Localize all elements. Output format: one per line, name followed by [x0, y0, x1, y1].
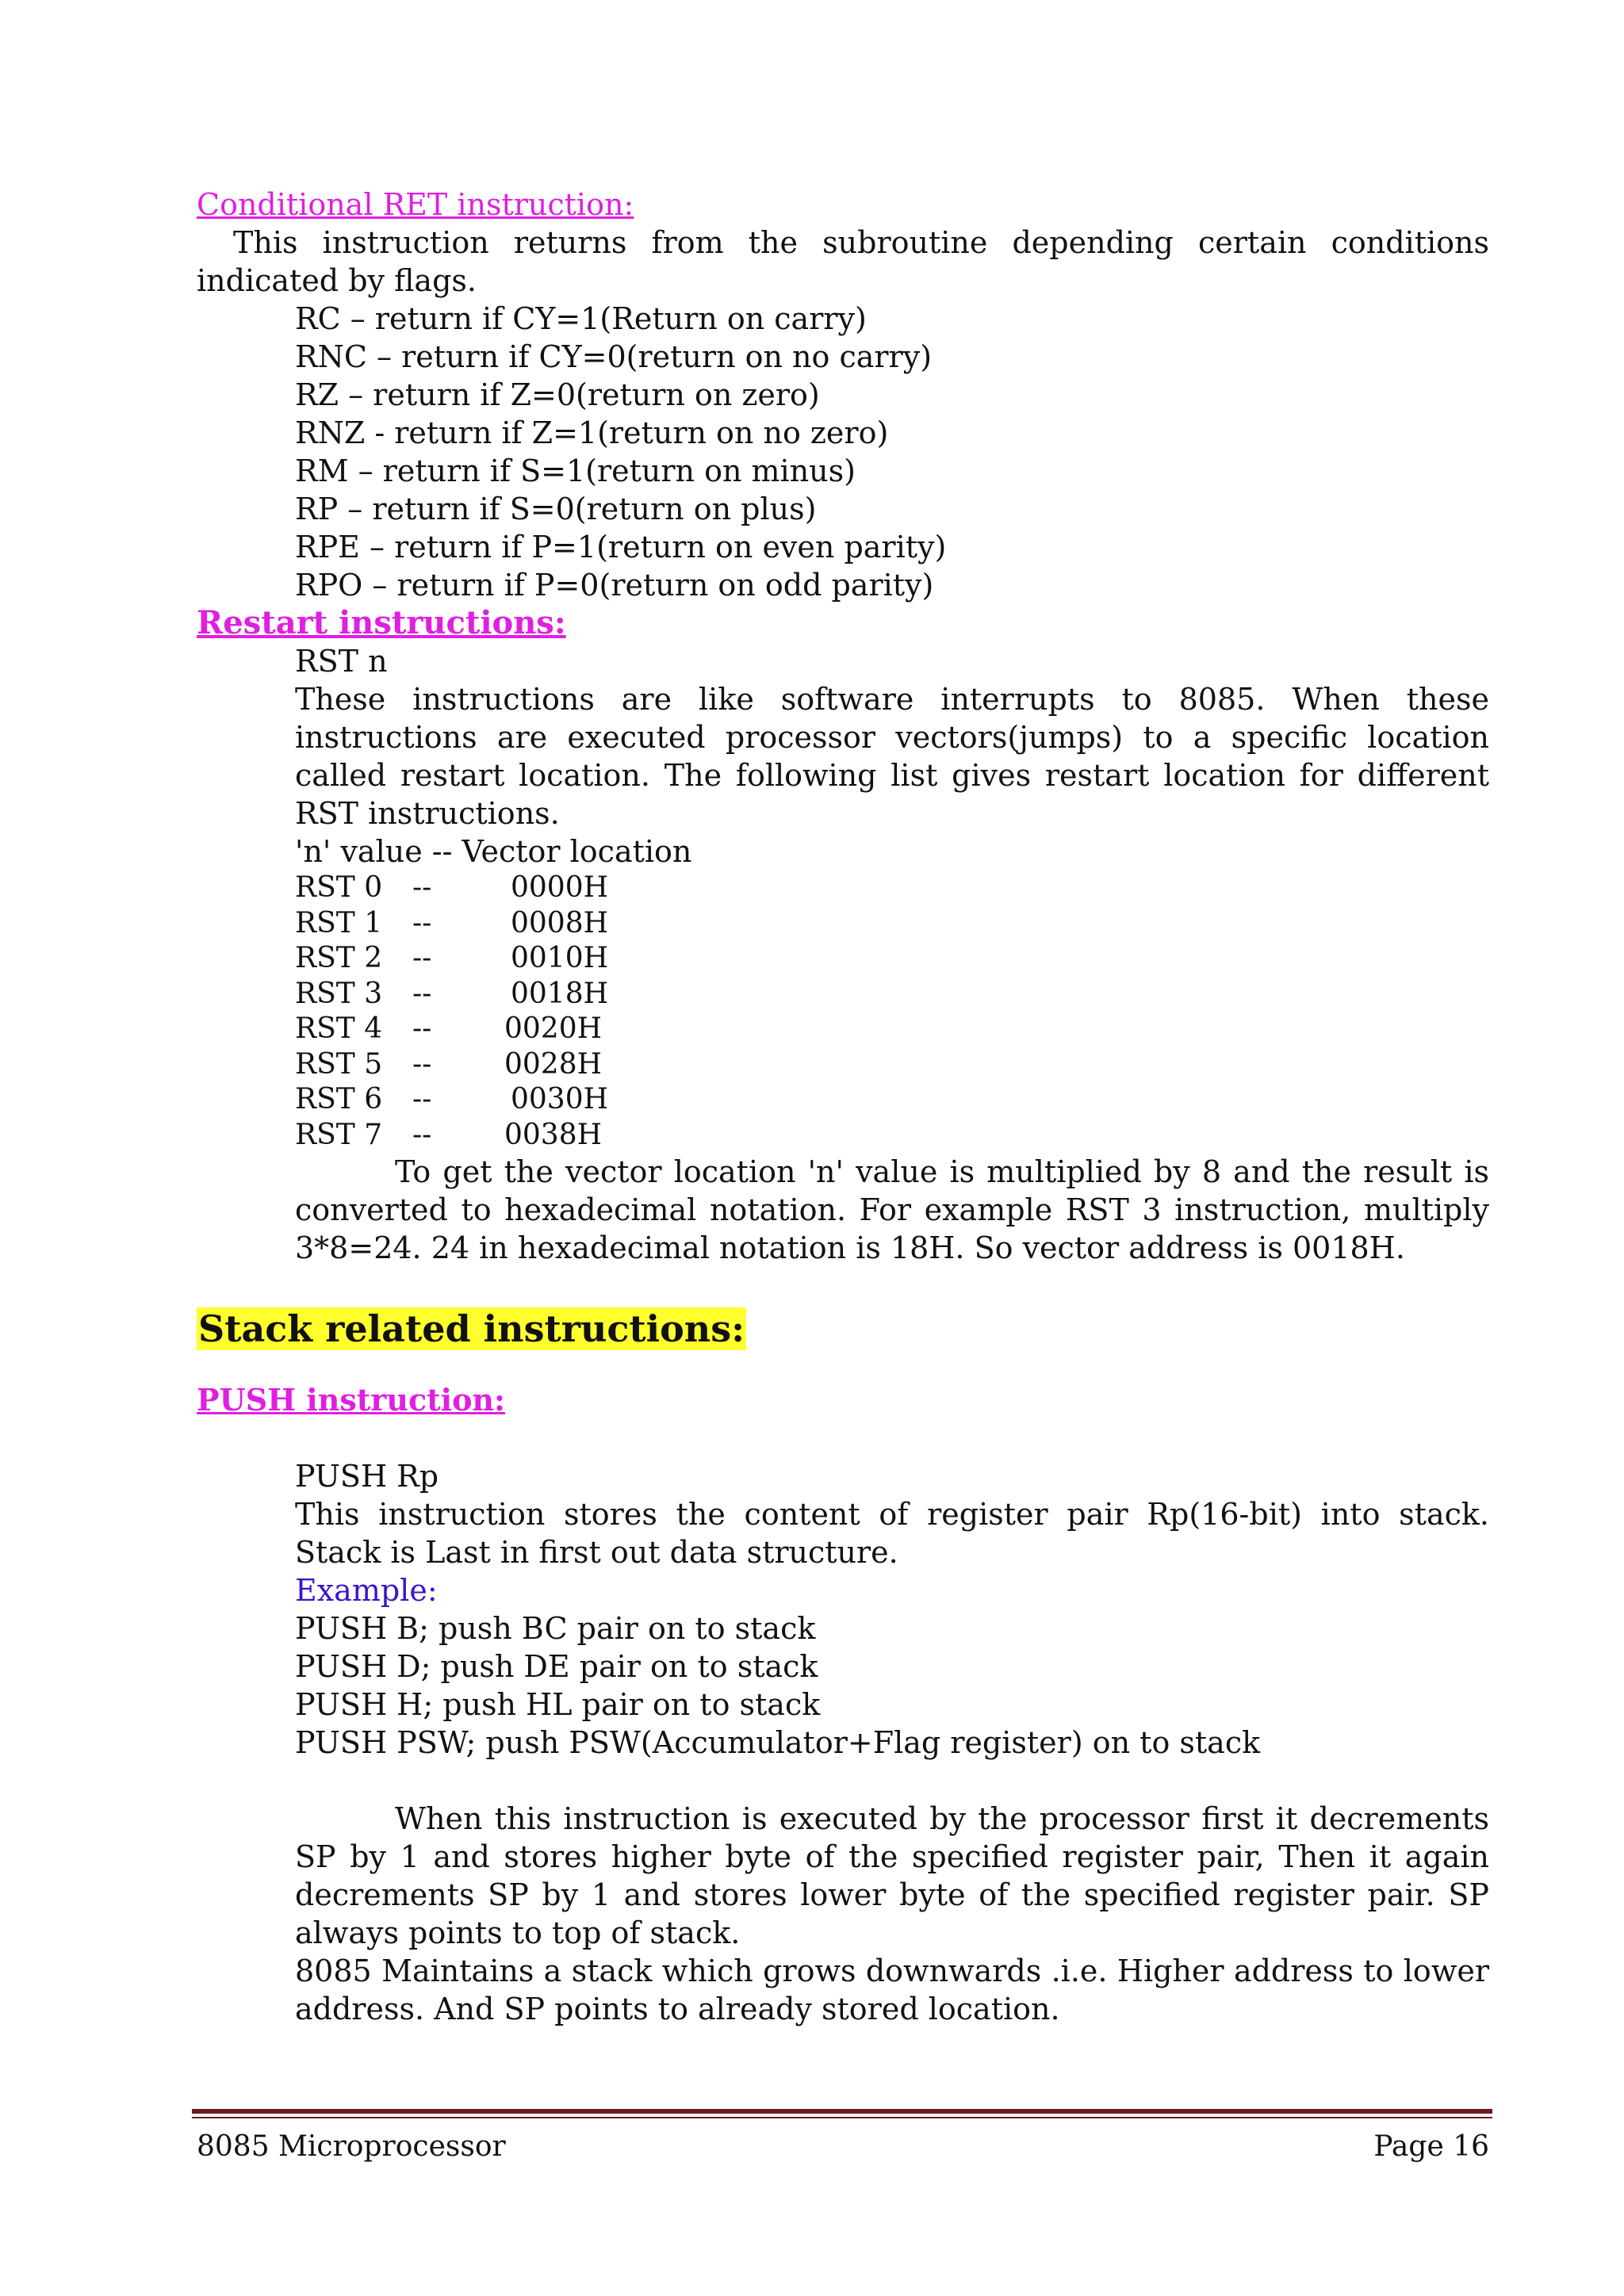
list-item: RZ – return if Z=0(return on zero) — [295, 377, 820, 412]
restart-explanation: To get the vector location 'n' value is multiplied by 8 and the result is converted to hexadecimal notation. For example RST 3 instruction, multiply 3*8=24. 24 in hexadecimal notation is 18H. So vector address is 0018H. — [295, 1154, 1489, 1265]
list-item: RPE – return if P=1(return on even parity) — [295, 530, 947, 564]
list-item: PUSH H; push HL pair on to stack — [295, 1687, 821, 1722]
push-description: This instruction stores the content of register pair Rp(16-bit) into stack. Stack is Last in first out data structure. — [295, 1497, 1489, 1570]
list-item: PUSH PSW; push PSW(Accumulator+Flag register) on to stack — [295, 1725, 1261, 1760]
list-item: RM – return if S=1(return on minus) — [295, 453, 856, 488]
cond-ret-intro: This instruction returns from the subroutine depending certain conditions indicated by flags. — [197, 225, 1489, 298]
page-content — [197, 186, 1489, 2028]
footer-page-number: Page 16 — [1373, 2130, 1489, 2163]
stack-heading: Stack related instructions: — [198, 1307, 745, 1350]
push-syntax: PUSH Rp — [295, 1459, 439, 1494]
list-item: PUSH B; push BC pair on to stack — [295, 1611, 816, 1646]
table-row: RST 1 -- 0008H — [295, 906, 609, 939]
cond-ret-heading: Conditional RET instruction: — [197, 187, 634, 222]
table-row: RST 0 -- 0000H — [295, 871, 609, 904]
table-row: RST 4 -- 0020H — [295, 1012, 603, 1045]
restart-table-header: 'n' value -- Vector location — [295, 834, 692, 869]
list-item: RP – return if S=0(return on plus) — [295, 492, 817, 526]
table-row: RST 2 -- 0010H — [295, 942, 609, 974]
cond-ret-list — [197, 300, 1489, 604]
table-row: RST 7 -- 0038H — [295, 1118, 603, 1151]
list-item: RPO – return if P=0(return on odd parity) — [295, 568, 934, 603]
list-item: PUSH D; push DE pair on to stack — [295, 1649, 818, 1684]
restart-vector-table — [295, 871, 608, 1153]
table-row: RST 3 -- 0018H — [295, 977, 609, 1010]
list-item: RC – return if CY=1(Return on carry) — [295, 301, 867, 336]
footer-title: 8085 Microprocessor — [197, 2130, 506, 2163]
table-row: RST 5 -- 0028H — [295, 1047, 603, 1081]
restart-syntax: RST n — [295, 644, 388, 679]
push-explanation: When this instruction is executed by the processor first it decrements SP by 1 and stores higher byte of the specified register pair, Then it again decrements SP by 1 and stores lower byte of the specified register pair. SP always points to top of stack. — [295, 1801, 1489, 1950]
restart-body — [197, 642, 1489, 1267]
list-item: RNZ - return if Z=1(return on no zero) — [295, 415, 889, 450]
list-item: RNC – return if CY=0(return on no carry) — [295, 339, 933, 374]
table-row: RST 6 -- 0030H — [295, 1083, 609, 1115]
restart-heading: Restart instructions: — [197, 604, 566, 641]
footer-rule — [192, 2109, 1492, 2114]
push-body — [197, 1457, 1489, 2028]
push-example-label: Example: — [295, 1573, 438, 1608]
footer-rule-thin — [192, 2117, 1492, 2118]
push-heading: PUSH instruction: — [197, 1382, 506, 1418]
push-note: 8085 Maintains a stack which grows downwards .i.e. Higher address to lower address. And SP points to already stored location. — [295, 1954, 1489, 2026]
restart-description: These instructions are like software interrupts to 8085. When these instructions are executed processor vectors(jumps) to a specific location called restart location. The following list gives restart location for different RST instructions. — [295, 682, 1489, 831]
